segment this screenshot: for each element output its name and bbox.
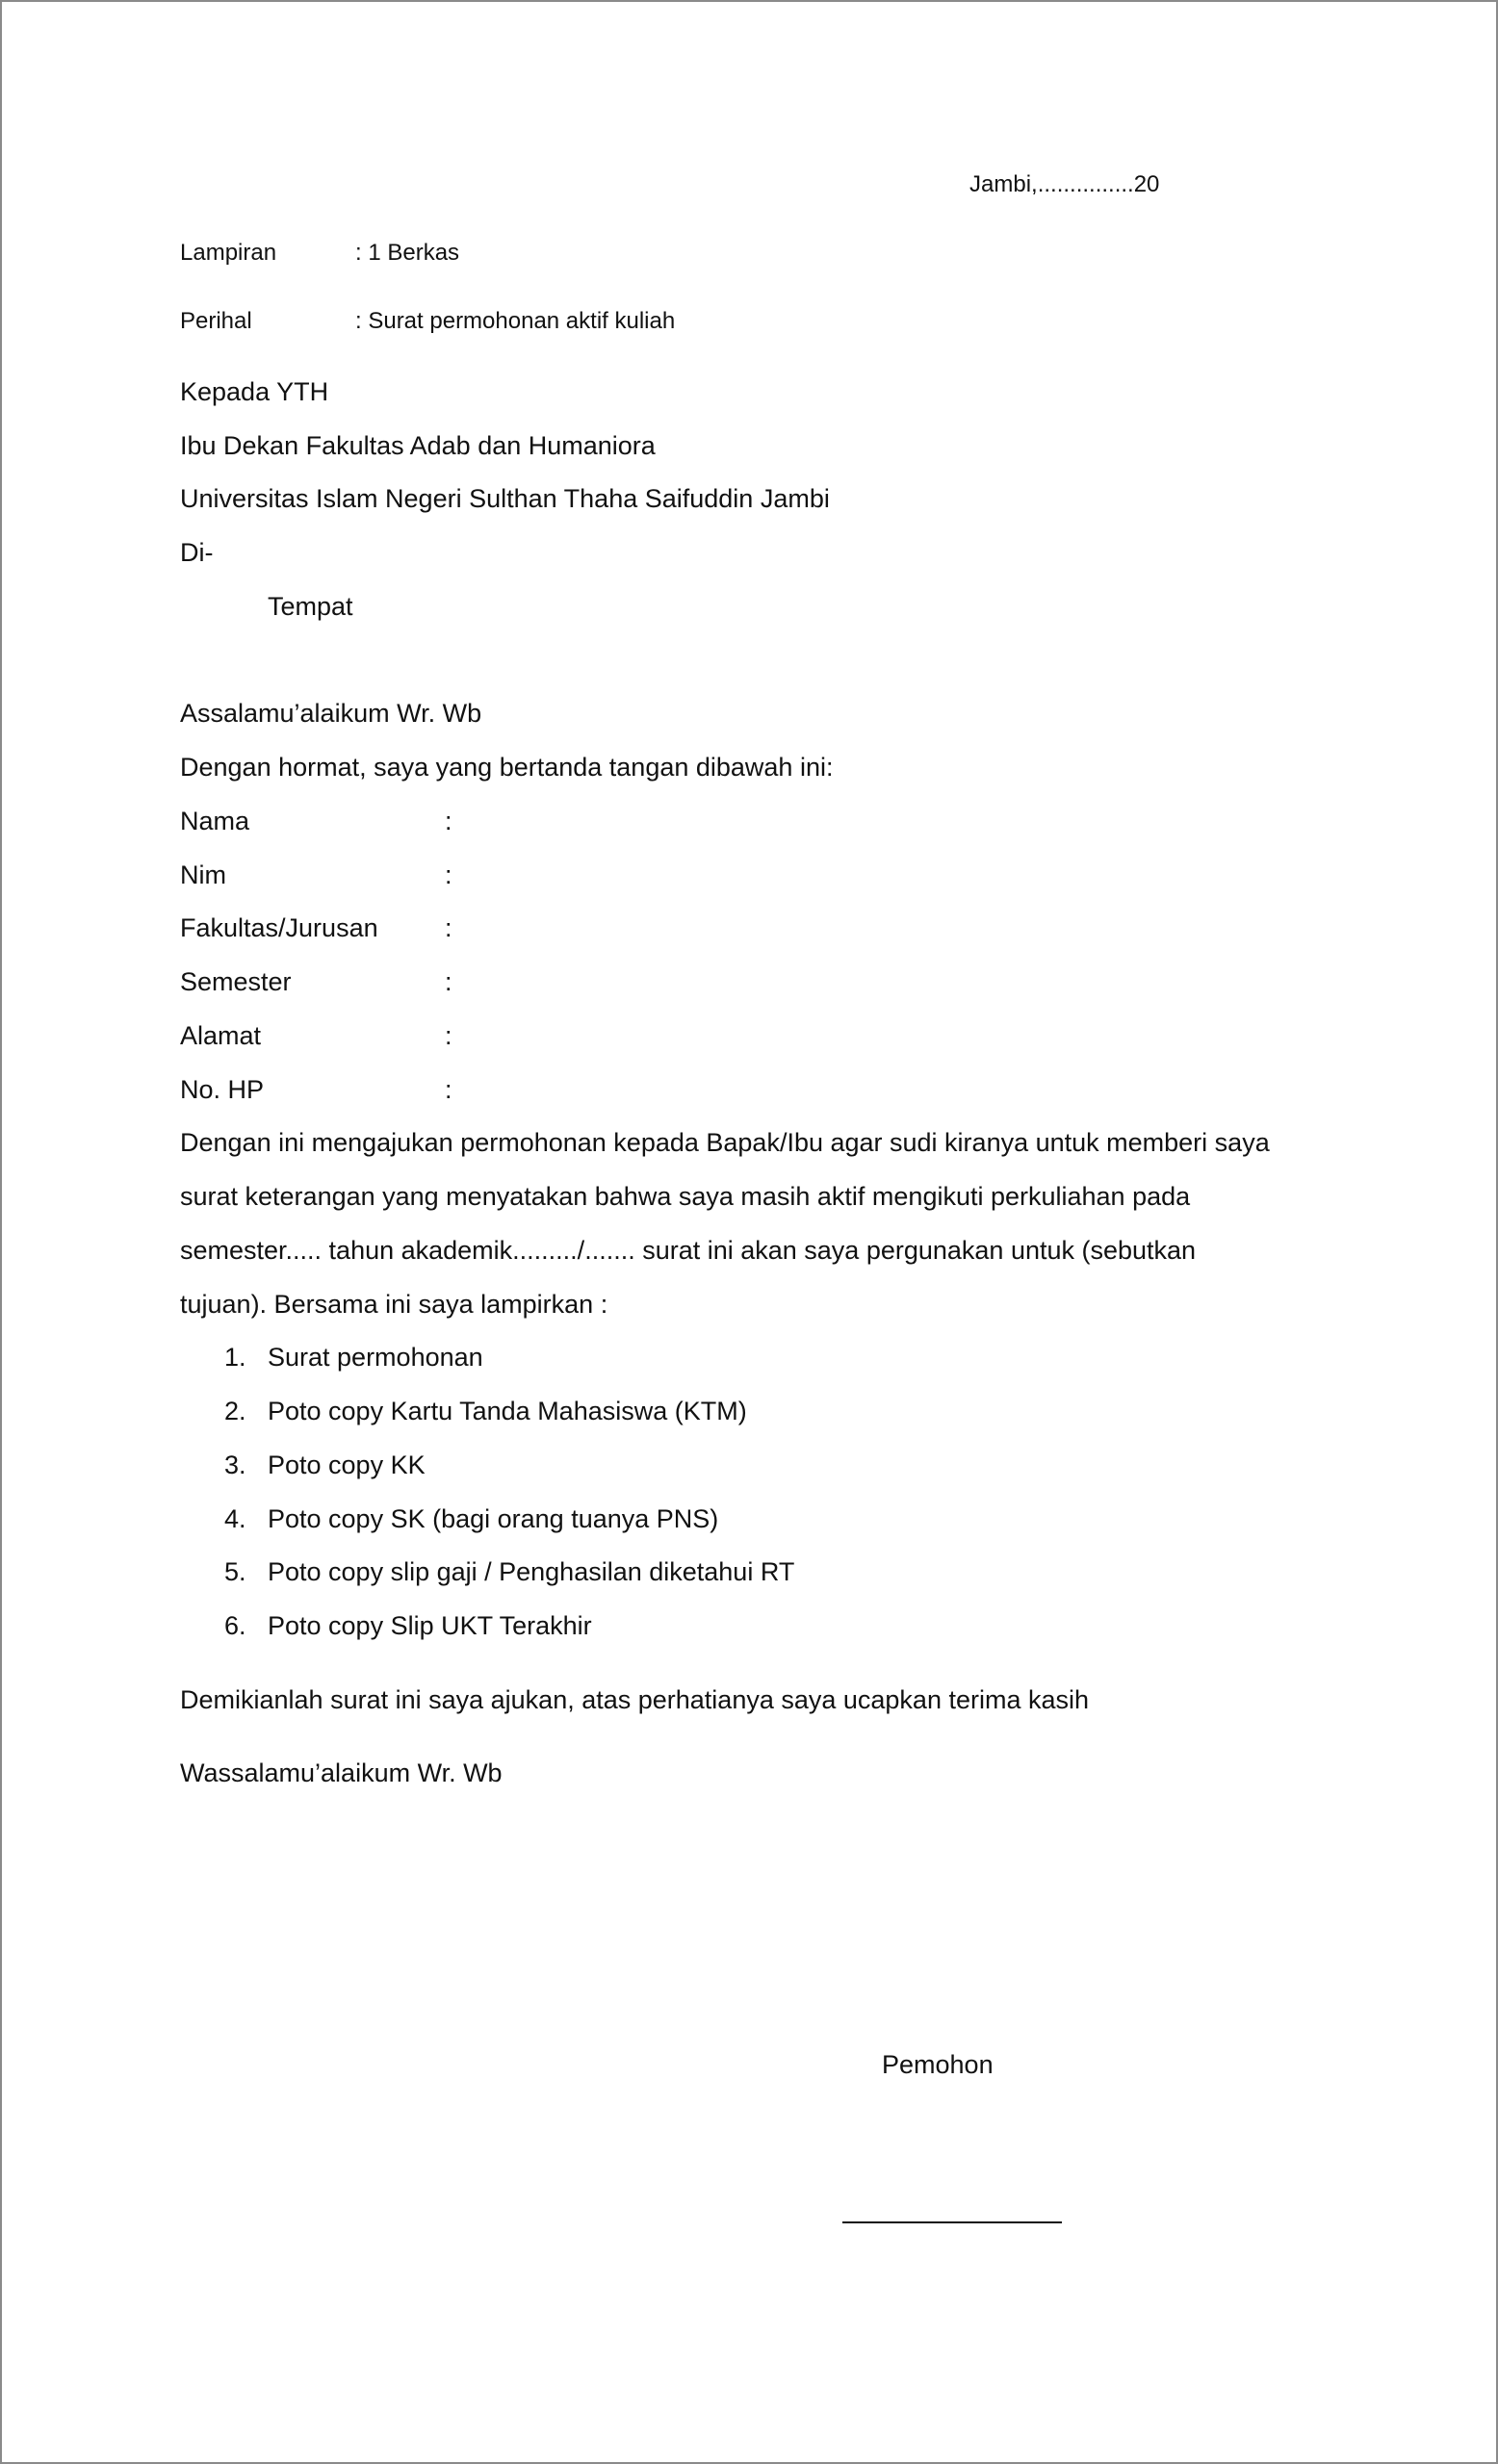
body-line-1: Dengan ini mengajukan permohonan kepada Bapak/Ibu agar sudi kiranya untuk memberi saya [180, 1128, 1270, 1157]
field-label-alamat: Alamat [180, 1021, 262, 1050]
attachment-text-2: Poto copy Kartu Tanda Mahasiswa (KTM) [268, 1397, 747, 1425]
attachment-num-3: 3. [224, 1450, 246, 1479]
attachment-text-5: Poto copy slip gaji / Penghasilan diketahui RT [268, 1557, 795, 1586]
attachment-text-3: Poto copy KK [268, 1450, 426, 1479]
date-line: Jambi,...............20 [969, 171, 1160, 197]
attachment-num-6: 6. [224, 1611, 246, 1640]
field-colon-fakultas: : [445, 913, 452, 942]
signature-line [842, 2221, 1062, 2223]
attachment-num-1: 1. [224, 1343, 246, 1372]
lampiran-value: : 1 Berkas [355, 240, 460, 266]
field-colon-semester: : [445, 967, 452, 996]
farewell: Wassalamu’alaikum Wr. Wb [180, 1758, 503, 1787]
field-label-nim: Nim [180, 860, 226, 889]
field-colon-nohp: : [445, 1075, 452, 1104]
recipient-line-1: Kepada YTH [180, 377, 329, 406]
field-label-fakultas: Fakultas/Jurusan [180, 913, 378, 942]
field-colon-nama: : [445, 807, 452, 835]
body-line-4: tujuan). Bersama ini saya lampirkan : [180, 1290, 608, 1319]
perihal-label: Perihal [180, 308, 252, 334]
attachment-num-5: 5. [224, 1557, 246, 1586]
perihal-value: : Surat permohonan aktif kuliah [355, 308, 676, 334]
intro-text: Dengan hormat, saya yang bertanda tangan dibawah ini: [180, 753, 834, 782]
recipient-line-5: Tempat [268, 592, 353, 621]
recipient-line-3: Universitas Islam Negeri Sulthan Thaha Saifuddin Jambi [180, 484, 830, 513]
attachment-text-4: Poto copy SK (bagi orang tuanya PNS) [268, 1504, 719, 1533]
lampiran-label: Lampiran [180, 240, 277, 266]
signature-role: Pemohon [882, 2050, 994, 2079]
recipient-line-2: Ibu Dekan Fakultas Adab dan Humaniora [180, 431, 656, 460]
greeting: Assalamu’alaikum Wr. Wb [180, 699, 482, 728]
body-line-3: semester..... tahun akademik........./....... surat ini akan saya pergunakan untuk (sebutkan [180, 1236, 1197, 1265]
attachment-text-6: Poto copy Slip UKT Terakhir [268, 1611, 592, 1640]
attachment-num-2: 2. [224, 1397, 246, 1425]
body-line-2: surat keterangan yang menyatakan bahwa saya masih aktif mengikuti perkuliahan pada [180, 1182, 1191, 1211]
closing-text: Demikianlah surat ini saya ajukan, atas perhatianya saya ucapkan terima kasih [180, 1685, 1090, 1714]
field-label-semester: Semester [180, 967, 292, 996]
attachment-text-1: Surat permohonan [268, 1343, 483, 1372]
field-colon-alamat: : [445, 1021, 452, 1050]
field-colon-nim: : [445, 860, 452, 889]
attachment-num-4: 4. [224, 1504, 246, 1533]
field-label-nohp: No. HP [180, 1075, 265, 1104]
field-label-nama: Nama [180, 807, 250, 835]
recipient-line-4: Di- [180, 538, 214, 567]
